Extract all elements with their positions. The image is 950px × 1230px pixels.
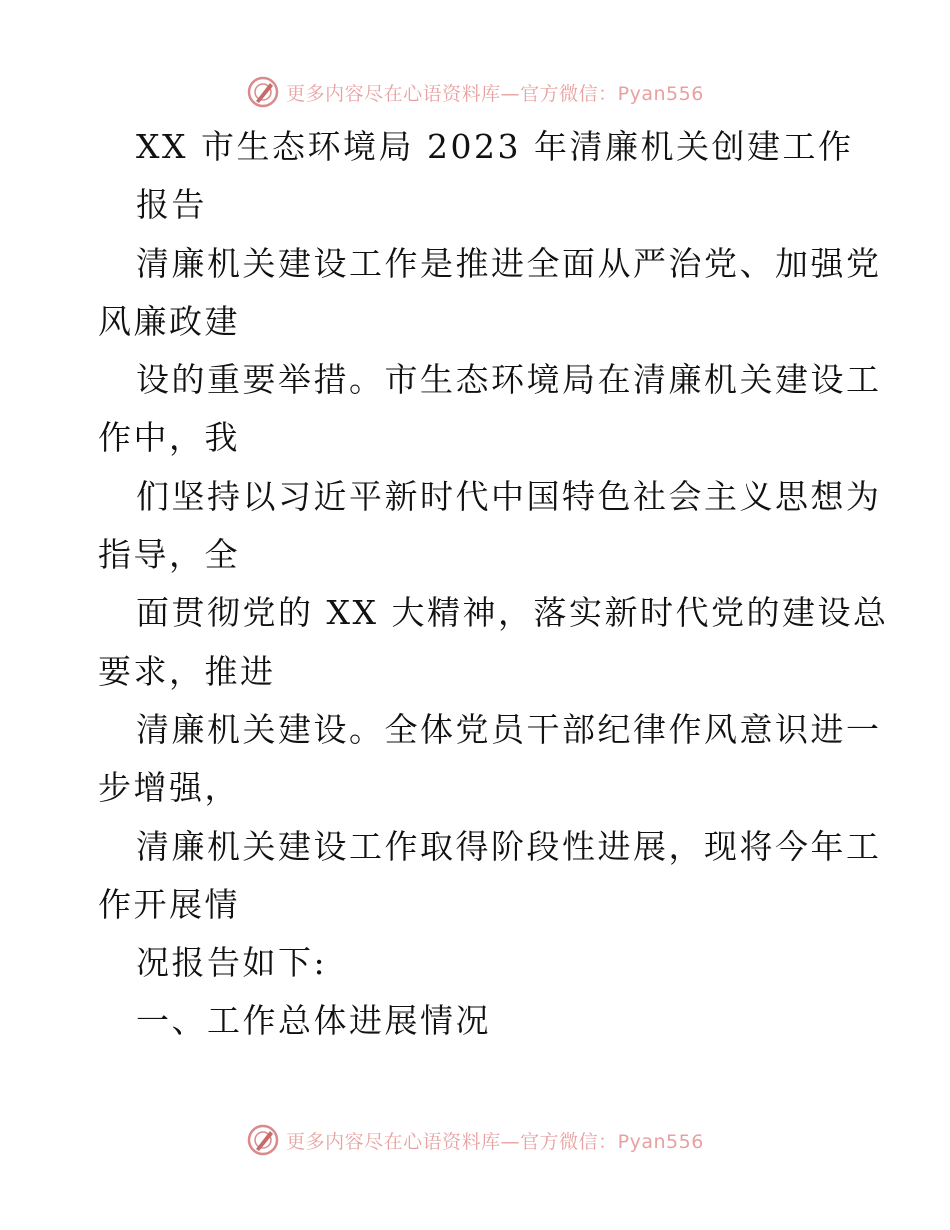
title-line-2: 报告 <box>136 185 207 225</box>
footer-watermark <box>0 1120 950 1160</box>
paragraph-line: 作中，我 <box>98 418 240 458</box>
document-body <box>98 118 889 1051</box>
paragraph-line: 清廉机关建设。全体党员干部纪律作风意识进一 <box>136 709 882 749</box>
paragraph-line: 步增强， <box>98 768 240 808</box>
paragraph-line: 风廉政建 <box>98 301 240 341</box>
paragraph-line: 面贯彻党的 XX 大精神，落实新时代党的建设总 <box>136 593 889 633</box>
watermark-text: 更多内容尽在心语资料库—官方微信：Pyan556 <box>286 82 704 105</box>
paragraph-line: 清廉机关建设工作是推进全面从严治党、加强党 <box>136 243 882 283</box>
watermark-text: 更多内容尽在心语资料库—官方微信：Pyan556 <box>286 1130 704 1153</box>
paragraph-line: 况报告如下: <box>136 943 328 983</box>
paragraph-line: 们坚持以习近平新时代中国特色社会主义思想为 <box>136 476 882 516</box>
paragraph-line: 设的重要举措。市生态环境局在清廉机关建设工 <box>136 360 882 400</box>
paragraph-line: 要求，推进 <box>98 651 276 691</box>
title-line-1: XX 市生态环境局 2023 年清廉机关创建工作 <box>136 127 854 166</box>
header-watermark <box>0 72 950 112</box>
pen-circle-icon <box>246 75 280 109</box>
paragraph-line: 指导，全 <box>98 535 240 575</box>
paragraph-line: 清廉机关建设工作取得阶段性进展，现将今年工 <box>136 826 882 866</box>
pen-circle-icon <box>246 1123 280 1157</box>
section-heading: 一、工作总体进展情况 <box>136 1001 491 1041</box>
paragraph-line: 作开展情 <box>98 884 240 924</box>
